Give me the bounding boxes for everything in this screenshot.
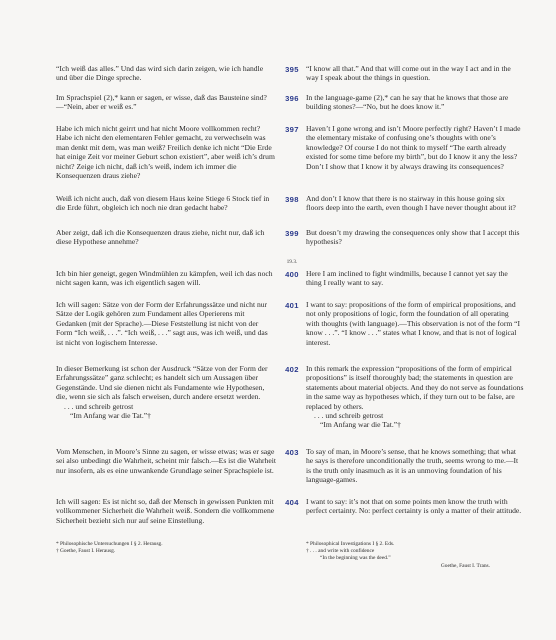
english-text: “I know all that.” And that will come out in the way I act and in the way I speak about the things in question. — [306, 64, 511, 83]
english-text: In the language-game (2),* can he say that he knows that those are building stones?—“No, but he does know it.” — [306, 93, 509, 112]
german-paragraph — [56, 64, 276, 83]
section-number: 399 — [285, 229, 299, 238]
german-paragraph — [56, 300, 276, 347]
german-paragraph — [56, 269, 276, 288]
english-text: In this remark the expression “propositions of the form of empirical propositions” is itself thoroughly bad; the statements in question are statements about material objects. And they do not serve as foundations in the same way as hypotheses which, if they turn out to be false, are replaced by others. — [306, 364, 524, 411]
german-text: Weiß ich nicht auch, daß von diesem Haus keine Stiege 6 Stock tief in die Erde führt, obgleich ich noch nie dran gedacht habe? — [56, 194, 270, 213]
english-text: To say of man, in Moore’s sense, that he knows something; that what he says is therefore unconditionally the truth, seems wrong to me.—It is the truth only inasmuch as it is an unmoving foundation of his language-games. — [306, 447, 519, 485]
footnote: Goethe, Faust I. Trans. — [440, 562, 490, 569]
german-paragraph — [56, 447, 276, 475]
english-text: And don’t I know that there is no stairway in this house going six floors deep into the earth, even though I have never thought about it? — [306, 194, 516, 213]
german-text: Ich will sagen: Es ist nicht so, daß der Mensch in gewissen Punkten mit vollkommener Sicherheit die Wahrheit weiß. Sondern die vollkommene Sicherheit bezieht sich nur auf seine Einstellung. — [56, 497, 275, 525]
quote-line: “Im Anfang war die Tat.”† — [70, 411, 151, 421]
english-text: Haven’t I gone wrong and isn’t Moore perfectly right? Haven’t I made the elementary mistake of confusing one’s thoughts with one’s knowledge? Of course I do not think to myself “The earth already existed for some time before my birth”, but do I know it any the less? Don’t I show that I know it by always drawing its consequences? — [306, 124, 521, 171]
german-paragraph — [56, 194, 276, 213]
english-text: I want to say: it’s not that on some points men know the truth with perfect certainty. No: perfect certainty is only a matter of their attitude. — [306, 497, 522, 516]
footnote: * Philosophische Untersuchungen I § 2. Herausg. — [56, 541, 163, 547]
quote-line: . . . und schreib getrost — [64, 401, 134, 411]
footnote: * Philosophical Investigations I § 2. Eds. — [306, 541, 395, 547]
german-text: Im Sprachspiel (2),* kann er sagen, er wisse, daß das Bausteine sind? —“Nein, aber er weiß es.” — [56, 93, 267, 112]
english-paragraph — [306, 447, 524, 485]
section-number: 402 — [285, 365, 299, 374]
english-paragraph — [306, 300, 524, 347]
section-number: 401 — [285, 301, 299, 310]
footnote: “In the beginning was the deed.” — [320, 555, 391, 562]
quote-line: “Im Anfang war die Tat.”† — [320, 420, 401, 430]
section-number: 400 — [285, 270, 299, 279]
german-text: Aber zeigt, daß ich die Konsequenzen draus ziehe, nicht nur, daß ich diese Hypothese annehme? — [56, 228, 265, 247]
german-footnotes — [56, 541, 276, 555]
english-footnotes — [306, 541, 524, 570]
english-paragraph — [306, 228, 524, 247]
german-paragraph — [56, 364, 276, 420]
german-paragraph — [56, 124, 276, 180]
english-text: Here I am inclined to fight windmills, because I cannot yet say the thing I really want to say. — [306, 269, 508, 288]
english-paragraph — [306, 194, 524, 213]
german-paragraph — [56, 497, 276, 525]
section-number: 395 — [285, 65, 299, 74]
english-paragraph — [306, 497, 524, 516]
section-number: 396 — [285, 94, 299, 103]
section-number: 398 — [285, 195, 299, 204]
english-paragraph — [306, 364, 524, 430]
german-paragraph — [56, 93, 276, 112]
english-text: I want to say: propositions of the form of empirical propositions, and not only propositions of logic, form the foundation of all operating with thoughts (with language).—This observation is not of the form “I know . . .”. “I know . . .” states what I know, and that is not of logical interest. — [306, 300, 521, 347]
quote-line: . . . und schreib getrost — [314, 411, 384, 421]
german-text: In dieser Bemerkung ist schon der Ausdruck “Sätze von der Form der Erfahrungssätze” ganz schlecht; es handelt sich um Aussagen über Gegenstände. Und sie dienen nicht als Fundamente wie Hypothesen, die, wenn sie sich als falsch erweisen, durch andere ersetzt werden. — [56, 364, 268, 402]
section-number: 403 — [285, 448, 299, 457]
footnote: † Goethe, Faust I. Herausg. — [56, 548, 116, 555]
german-text: Vom Menschen, in Moore’s Sinne zu sagen, er wisse etwas; was er sage sei also unbedingt die Wahrheit, scheint mir falsch.—Es ist die Wahrheit nur insofern, als es eine unwankende Grundlage seiner Sprachspiele ist. — [56, 447, 276, 475]
english-text: But doesn’t my drawing the consequences only show that I accept this hypothesis? — [306, 228, 520, 247]
footnote: † . . . and write with confidence — [306, 548, 375, 555]
german-text: Ich will sagen: Sätze von der Form der Erfahrungssätze und nicht nur Sätze der Logik gehören zum Fundament alles Operierens mit Gedanken (mit der Sprache).—Diese Feststellung ist nicht von der Form “Ich weiß, . . .”. “Ich weiß, . . .” sagt aus, was ich weiß, und das ist nicht von logischem Interesse. — [56, 300, 268, 347]
english-paragraph — [306, 269, 524, 288]
german-paragraph — [56, 228, 276, 247]
english-paragraph — [306, 64, 524, 83]
section-number: 404 — [285, 498, 299, 507]
date-marker: 19.3. — [286, 259, 298, 265]
german-text: Ich bin hier geneigt, gegen Windmühlen zu kämpfen, weil ich das noch nicht sagen kann, was ich eigentlich sagen will. — [56, 269, 273, 288]
german-text: “Ich weiß das alles.” Und das wird sich darin zeigen, wie ich handle und über die Dinge spreche. — [56, 64, 264, 83]
section-number: 397 — [285, 125, 299, 134]
english-paragraph — [306, 124, 524, 171]
german-text: Habe ich mich nicht geirrt und hat nicht Moore vollkommen recht? Habe ich nicht den elementaren Fehler gemacht, zu verwechseln was man denkt mit dem, was man weiß? Freilich denke ich nicht “Die Erde hat einige Zeit vor meiner Geburt schon existiert”, aber weiß ich’s drum nicht? Zeige ich nicht, daß ich’s weiß, indem ich immer die Konsequenzen draus ziehe? — [56, 124, 275, 181]
english-paragraph — [306, 93, 524, 112]
